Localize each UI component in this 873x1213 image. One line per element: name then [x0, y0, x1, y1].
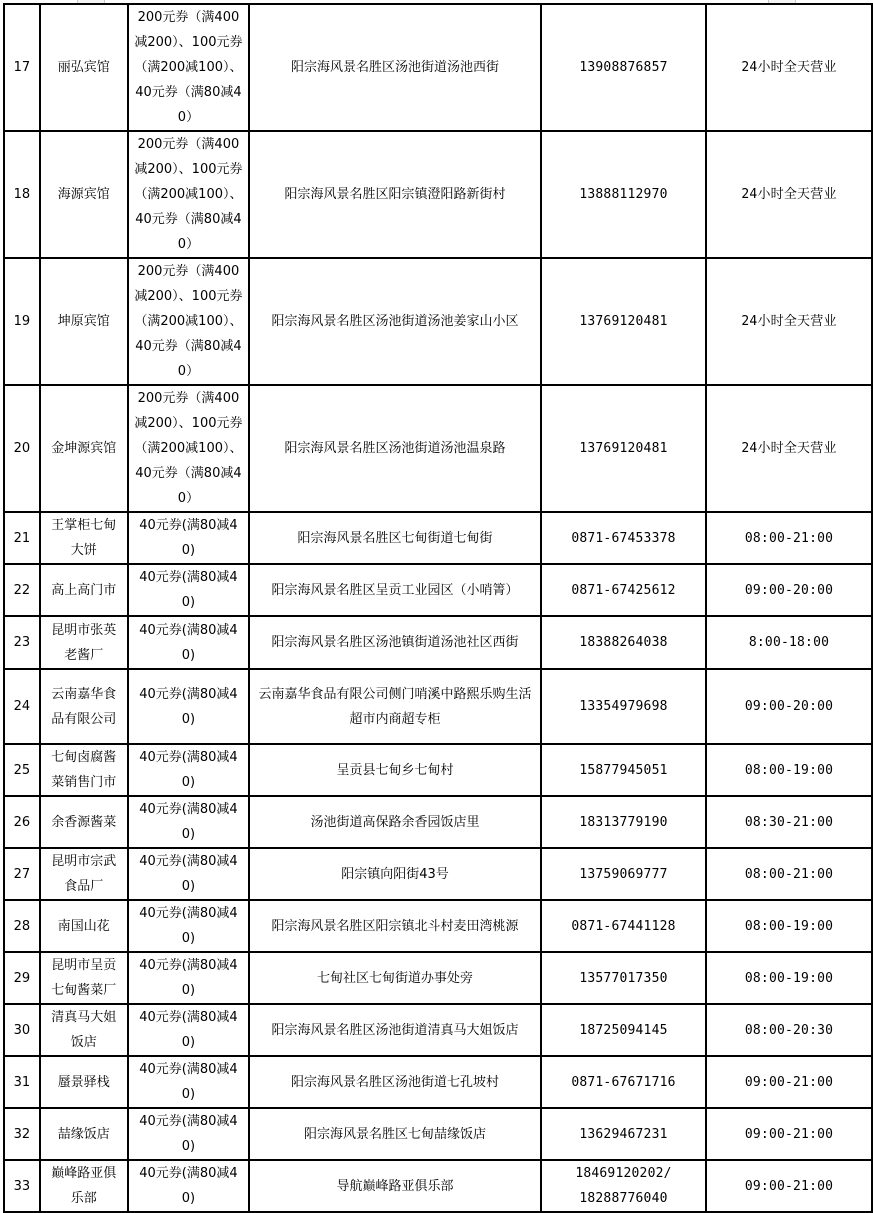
merchant-address: 阳宗海风景名胜区呈贡工业园区（小哨箐）	[249, 564, 541, 616]
business-hours: 24小时全天营业	[706, 4, 872, 131]
coupon-offer: 40元券(满80减40)	[128, 744, 249, 796]
row-number: 27	[4, 848, 40, 900]
business-hours: 09:00-20:00	[706, 564, 872, 616]
business-hours: 08:00-19:00	[706, 744, 872, 796]
row-number: 31	[4, 1056, 40, 1108]
row-number: 33	[4, 1160, 40, 1212]
business-hours: 08:00-19:00	[706, 900, 872, 952]
merchant-address: 云南嘉华食品有限公司侧门哨溪中路熙乐购生活超市内商超专柜	[249, 669, 541, 744]
row-number: 23	[4, 616, 40, 669]
merchant-name: 昆明市呈贡七甸酱菜厂	[40, 952, 128, 1004]
business-hours: 24小时全天营业	[706, 258, 872, 385]
business-hours: 08:00-20:30	[706, 1004, 872, 1056]
coupon-offer: 40元券(满80减40)	[128, 616, 249, 669]
coupon-offer: 40元券(满80减40)	[128, 1160, 249, 1212]
contact-phone: 13908876857	[541, 4, 706, 131]
table-row	[4, 1108, 872, 1160]
contact-phone: 18725094145	[541, 1004, 706, 1056]
contact-phone: 13759069777	[541, 848, 706, 900]
merchant-address: 阳宗海风景名胜区七甸喆缘饭店	[249, 1108, 541, 1160]
contact-phone: 13888112970	[541, 131, 706, 258]
merchant-name: 清真马大姐饭店	[40, 1004, 128, 1056]
coupon-offer: 200元券（满400减200）、100元券（满200减100）、40元券（满80减40）	[128, 4, 249, 131]
table-row	[4, 744, 872, 796]
contact-phone: 13354979698	[541, 669, 706, 744]
merchant-name: 高上高门市	[40, 564, 128, 616]
merchant-name: 巅峰路亚俱乐部	[40, 1160, 128, 1212]
coupon-offer: 40元券(满80减40)	[128, 1056, 249, 1108]
coupon-offer: 40元券(满80减40)	[128, 900, 249, 952]
coupon-offer: 200元券（满400减200）、100元券（满200减100）、40元券（满80减40）	[128, 385, 249, 512]
merchant-address: 阳宗海风景名胜区七甸街道七甸街	[249, 512, 541, 564]
business-hours: 24小时全天营业	[706, 131, 872, 258]
merchant-name: 云南嘉华食品有限公司	[40, 669, 128, 744]
row-number: 17	[4, 4, 40, 131]
business-hours: 8:00-18:00	[706, 616, 872, 669]
contact-phone: 13769120481	[541, 258, 706, 385]
merchant-address: 七甸社区七甸街道办事处旁	[249, 952, 541, 1004]
merchant-address: 汤池街道高保路余香园饭店里	[249, 796, 541, 848]
table-row	[4, 952, 872, 1004]
merchant-name: 余香源酱菜	[40, 796, 128, 848]
coupon-offer: 40元券(满80减40)	[128, 1108, 249, 1160]
contact-phone: 13577017350	[541, 952, 706, 1004]
row-number: 24	[4, 669, 40, 744]
table-row	[4, 1160, 872, 1212]
business-hours: 09:00-21:00	[706, 1056, 872, 1108]
coupon-offer: 40元券(满80减40)	[128, 848, 249, 900]
merchant-name: 王掌柜七甸大饼	[40, 512, 128, 564]
coupon-offer: 40元券(满80减40)	[128, 796, 249, 848]
merchant-table	[3, 3, 873, 1213]
coupon-offer: 40元券(满80减40)	[128, 1004, 249, 1056]
contact-phone: 0871-67425612	[541, 564, 706, 616]
merchant-name: 昆明市张英老酱厂	[40, 616, 128, 669]
business-hours: 08:00-21:00	[706, 848, 872, 900]
merchant-address: 导航巅峰路亚俱乐部	[249, 1160, 541, 1212]
business-hours: 09:00-21:00	[706, 1108, 872, 1160]
row-number: 26	[4, 796, 40, 848]
merchant-name: 七甸卤腐酱菜销售门市	[40, 744, 128, 796]
row-number: 21	[4, 512, 40, 564]
row-number: 30	[4, 1004, 40, 1056]
business-hours: 08:30-21:00	[706, 796, 872, 848]
merchant-name: 昆明市宗武食品厂	[40, 848, 128, 900]
row-number: 32	[4, 1108, 40, 1160]
merchant-name: 坤原宾馆	[40, 258, 128, 385]
row-number: 29	[4, 952, 40, 1004]
coupon-offer: 40元券(满80减40)	[128, 669, 249, 744]
contact-phone: 0871-67441128	[541, 900, 706, 952]
phone-line: 18469120202/	[575, 1166, 672, 1181]
coupon-offer: 40元券(满80减40)	[128, 564, 249, 616]
table-row	[4, 616, 872, 669]
contact-phone: 15877945051	[541, 744, 706, 796]
merchant-address: 阳宗海风景名胜区汤池街道汤池姜家山小区	[249, 258, 541, 385]
table-row	[4, 385, 872, 512]
coupon-offer: 40元券(满80减40)	[128, 952, 249, 1004]
row-number: 28	[4, 900, 40, 952]
coupon-offer: 200元券（满400减200）、100元券（满200减100）、40元券（满80减40）	[128, 131, 249, 258]
coupon-offer: 40元券(满80减40)	[128, 512, 249, 564]
merchant-address: 阳宗海风景名胜区汤池街道汤池西街	[249, 4, 541, 131]
contact-phone: 0871-67671716	[541, 1056, 706, 1108]
row-number: 20	[4, 385, 40, 512]
merchant-address: 阳宗镇向阳街43号	[249, 848, 541, 900]
merchant-address: 阳宗海风景名胜区汤池镇街道汤池社区西街	[249, 616, 541, 669]
business-hours: 09:00-20:00	[706, 669, 872, 744]
row-number: 19	[4, 258, 40, 385]
merchant-address: 阳宗海风景名胜区汤池街道汤池温泉路	[249, 385, 541, 512]
table-row	[4, 131, 872, 258]
business-hours: 24小时全天营业	[706, 385, 872, 512]
phone-line: 18288776040	[579, 1191, 668, 1206]
contact-phone: 0871-67453378	[541, 512, 706, 564]
merchant-name: 海源宾馆	[40, 131, 128, 258]
table-row	[4, 1056, 872, 1108]
contact-phone: 13769120481	[541, 385, 706, 512]
business-hours: 08:00-21:00	[706, 512, 872, 564]
merchant-name: 南国山花	[40, 900, 128, 952]
row-number: 22	[4, 564, 40, 616]
table-row	[4, 258, 872, 385]
table-row	[4, 4, 872, 131]
table-row	[4, 1004, 872, 1056]
contact-phone: 18388264038	[541, 616, 706, 669]
merchant-address: 呈贡县七甸乡七甸村	[249, 744, 541, 796]
merchant-address: 阳宗海风景名胜区汤池街道清真马大姐饭店	[249, 1004, 541, 1056]
table-row	[4, 796, 872, 848]
merchant-name: 蜃景驿栈	[40, 1056, 128, 1108]
table-row	[4, 564, 872, 616]
table-row	[4, 669, 872, 744]
table-row	[4, 848, 872, 900]
business-hours: 09:00-21:00	[706, 1160, 872, 1212]
table-row	[4, 900, 872, 952]
row-number: 25	[4, 744, 40, 796]
coupon-offer: 200元券（满400减200）、100元券（满200减100）、40元券（满80减40）	[128, 258, 249, 385]
table-row	[4, 512, 872, 564]
merchant-name: 喆缘饭店	[40, 1108, 128, 1160]
merchant-address: 阳宗海风景名胜区阳宗镇北斗村麦田湾桃源	[249, 900, 541, 952]
contact-phone: 18313779190	[541, 796, 706, 848]
merchant-address: 阳宗海风景名胜区阳宗镇澄阳路新街村	[249, 131, 541, 258]
contact-phone	[541, 1160, 706, 1212]
merchant-address: 阳宗海风景名胜区汤池街道七孔坡村	[249, 1056, 541, 1108]
merchant-name: 丽弘宾馆	[40, 4, 128, 131]
contact-phone: 13629467231	[541, 1108, 706, 1160]
row-number: 18	[4, 131, 40, 258]
merchant-name: 金坤源宾馆	[40, 385, 128, 512]
business-hours: 08:00-19:00	[706, 952, 872, 1004]
